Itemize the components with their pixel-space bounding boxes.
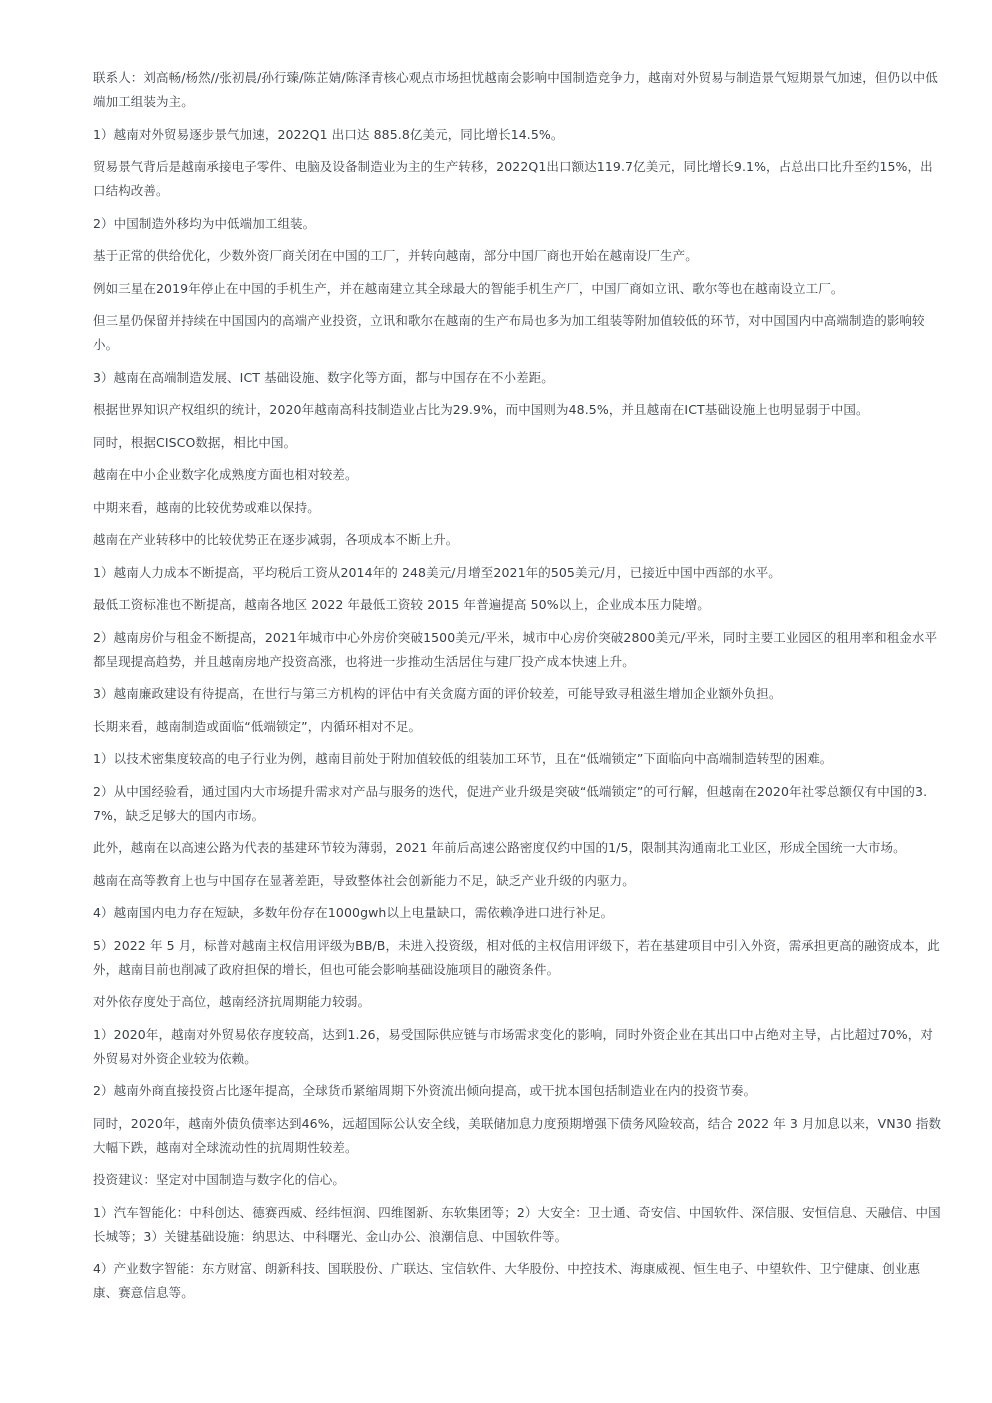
body-paragraph: 1）越南对外贸易逐步景气加速，2022Q1 出口达 885.8亿美元，同比增长14.5%。 (93, 126, 564, 142)
body-paragraph: 例如三星在2019年停止在中国的手机生产，并在越南建立其全球最大的智能手机生产厂，中国厂商如立讯、歌尔等也在越南设立工厂。 (93, 280, 844, 296)
body-paragraph: 1）2020年，越南对外贸易依存度较高，达到1.26，易受国际供应链与市场需求变化的影响，同时外资企业在其出口中占绝对主导，占比超过70%，对外贸易对外资企业较为依赖。 (93, 1026, 933, 1066)
body-paragraph: 3）越南廉政建设有待提高，在世行与第三方机构的评估中有关贪腐方面的评价较差，可能导致寻租滋生增加企业额外负担。 (93, 686, 782, 701)
body-paragraph: 3）越南在高端制造发展、ICT 基础设施、数字化等方面，都与中国存在不小差距。 (93, 369, 554, 385)
body-paragraph: 5）2022 年 5 月，标普对越南主权信用评级为BB/B，未进入投资级，相对低的主权信用评级下，若在基建项目中引入外资，需承担更高的融资成本，此外，越南目前也削减了政府担保的增长，但也可能会影响基础设施项目的融资条件。 (93, 937, 940, 977)
body-paragraph: 贸易景气背后是越南承接电子零件、电脑及设备制造业为主的生产转移，2022Q1出口额达119.7亿美元，同比增长9.1%，占总出口比升至约15%，出口结构改善。 (93, 159, 933, 198)
body-paragraph: 越南在高等教育上也与中国存在显著差距，导致整体社会创新能力不足，缺乏产业升级的内驱力。 (93, 872, 635, 888)
section-paragraph: 中期来看，越南的比较优势或难以保持。 (93, 499, 320, 515)
body-paragraph: 基于正常的供给优化，少数外资厂商关闭在中国的工厂，并转向越南，部分中国厂商也开始在越南设厂生产。 (93, 248, 698, 263)
body-paragraph: 4）越南国内电力存在短缺，多数年份存在1000gwh以上电量缺口，需依赖净进口进行补足。 (93, 905, 614, 920)
article-body (93, 66, 943, 1314)
body-paragraph: 1）以技术密集度较高的电子行业为例，越南目前处于附加值较低的组装加工环节，且在“低端锁定”下面临向中高端制造转型的困难。 (93, 751, 833, 766)
body-paragraph: 4）产业数字智能：东方财富、朗新科技、国联股份、广联达、宝信软件、大华股份、中控技术、海康威视、恒生电子、中望软件、卫宁健康、创业惠康、赛意信息等。 (93, 1261, 921, 1300)
body-paragraph: 最低工资标准也不断提高，越南各地区 2022 年最低工资较 2015 年普遍提高 50%以上，企业成本压力陡增。 (93, 597, 710, 612)
body-paragraph: 1）越南人力成本不断提高，平均税后工资从2014年的 248美元/月增至2021年的505美元/月，已接近中国中西部的水平。 (93, 564, 781, 580)
body-paragraph: 越南在中小企业数字化成熟度方面也相对较差。 (93, 467, 358, 482)
body-paragraph: 此外，越南在以高速公路为代表的基建环节较为薄弱，2021 年前后高速公路密度仅约中国的1/5，限制其沟通南北工业区，形成全国统一大市场。 (93, 840, 906, 855)
contact-paragraph: 联系人：刘高畅/杨然//张初晨/孙行臻/陈芷婧/陈泽青核心观点市场担忧越南会影响中国制造竞争力，越南对外贸易与制造景气短期景气加速，但仍以中低端加工组装为主。 (93, 70, 938, 109)
body-paragraph: 2）从中国经验看，通过国内大市场提升需求对产品与服务的迭代，促进产业升级是突破“低端锁定”的可行解，但越南在2020年社零总额仅有中国的3.7%，缺乏足够大的国内市场。 (93, 783, 928, 823)
body-paragraph: 但三星仍保留并持续在中国国内的高端产业投资，立讯和歌尔在越南的生产布局也多为加工组装等附加值较低的环节，对中国国内中高端制造的影响较小。 (93, 313, 925, 352)
body-paragraph: 同时，2020年，越南外债负债率达到46%，远超国际公认安全线，美联储加息力度预期增强下债务风险较高，结合 2022 年 3 月加息以来，VN30 指数大幅下跌，越南对全球流动性的抗周期性较差。 (93, 1115, 942, 1155)
body-paragraph: 1）汽车智能化：中科创达、德赛西威、经纬恒润、四维图新、东软集团等；2）大安全：卫士通、奇安信、中国软件、深信服、安恒信息、天融信、中国长城等；3）关键基础设施：纳思达、中科曙光、金山办公、浪潮信息、中国软件等。 (93, 1204, 941, 1244)
body-paragraph: 越南在产业转移中的比较优势正在逐步减弱，各项成本不断上升。 (93, 532, 459, 547)
section-paragraph: 长期来看，越南制造或面临“低端锁定”，内循环相对不足。 (93, 718, 422, 734)
body-paragraph: 同时，根据CISCO数据，相比中国。 (93, 434, 297, 450)
body-paragraph: 2）越南房价与租金不断提高，2021年城市中心外房价突破1500美元/平米，城市中心房价突破2800美元/平米，同时主要工业园区的租用率和租金水平都呈现提高趋势，并且越南房地产投资高涨，也将进一步推动生活居住与建厂投产成本快速上升。 (93, 629, 938, 669)
body-paragraph: 2）越南外商直接投资占比逐年提高，全球货币紧缩周期下外资流出倾向提高，或干扰本国包括制造业在内的投资节奏。 (93, 1083, 757, 1098)
section-paragraph: 对外依存度处于高位，越南经济抗周期能力较弱。 (93, 994, 371, 1009)
body-paragraph: 2）中国制造外移均为中低端加工组装。 (93, 215, 316, 231)
investment-advice-heading: 投资建议：坚定对中国制造与数字化的信心。 (93, 1172, 346, 1187)
body-paragraph: 根据世界知识产权组织的统计，2020年越南高科技制造业占比为29.9%，而中国则为48.5%，并且越南在ICT基础设施上也明显弱于中国。 (93, 402, 869, 417)
